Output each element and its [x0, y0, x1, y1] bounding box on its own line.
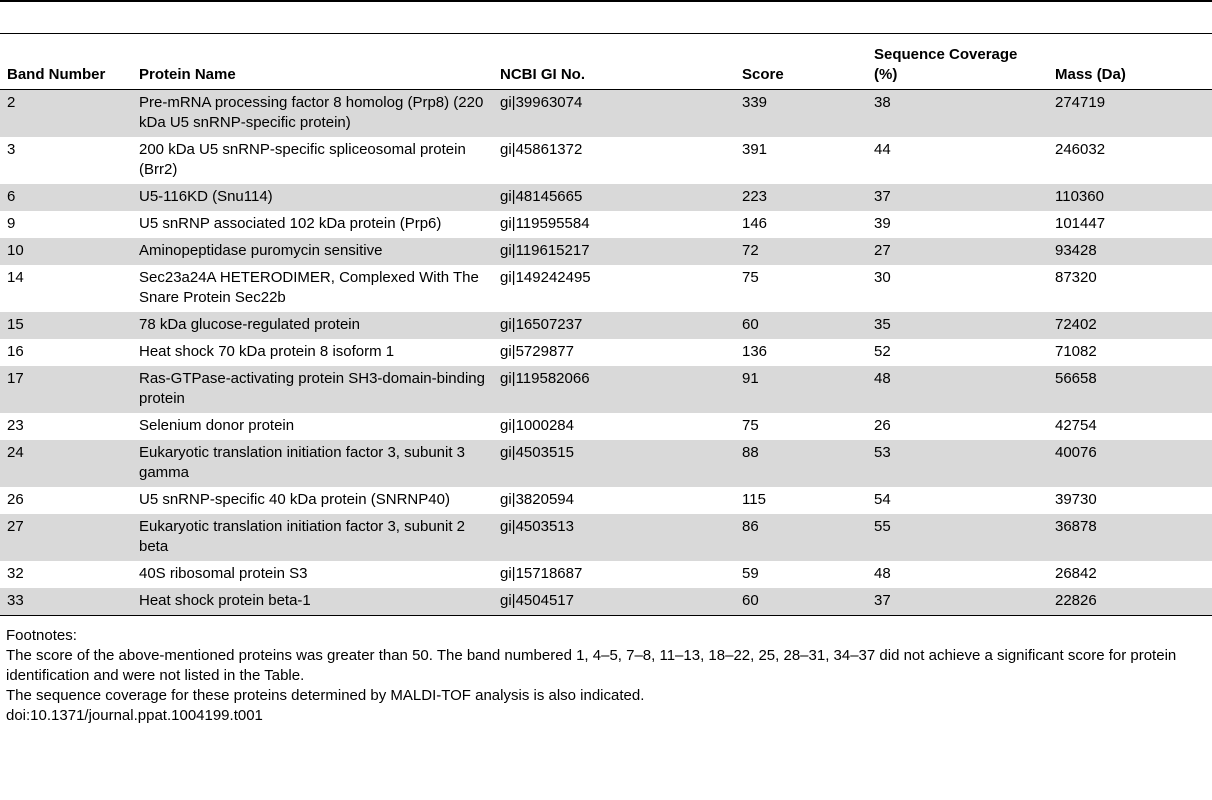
mass-cell: 72402 [1048, 312, 1212, 339]
protein-name-cell: 40S ribosomal protein S3 [139, 565, 308, 582]
coverage-cell: 38 [867, 90, 1048, 138]
coverage-cell: 37 [867, 184, 1048, 211]
ncbi-gi-cell: gi|4503513 [493, 514, 735, 561]
coverage-cell: 37 [867, 588, 1048, 616]
score-cell: 146 [742, 215, 768, 232]
coverage-cell: 35 [867, 312, 1048, 339]
ncbi-gi-cell: gi|4504517 [493, 588, 735, 616]
protein-name-cell: Heat shock protein beta-1 [132, 588, 493, 616]
coverage-cell: 52 [874, 343, 891, 360]
header-mass: Mass (Da) [1048, 34, 1212, 90]
table-row [0, 90, 1212, 138]
protein-name-cell: U5 snRNP-specific 40 kDa protein (SNRNP40) [139, 491, 450, 508]
protein-name-cell: Pre-mRNA processing factor 8 homolog (Prp8) (220 kDa U5 snRNP-specific protein) [132, 90, 493, 138]
table-row [0, 413, 1212, 440]
coverage-cell: 26 [874, 417, 891, 434]
band-number-cell: 9 [7, 215, 16, 232]
table-row [0, 312, 1212, 339]
band-number-cell: 10 [0, 238, 132, 265]
ncbi-gi-cell: gi|5729877 [500, 343, 574, 360]
table-row [0, 265, 1212, 312]
ncbi-gi-cell: gi|15718687 [500, 565, 583, 582]
mass-cell: 274719 [1048, 90, 1212, 138]
band-number-cell: 33 [0, 588, 132, 616]
ncbi-gi-cell: gi|119582066 [493, 366, 735, 413]
table-row [0, 184, 1212, 211]
score-cell: 115 [742, 491, 766, 508]
band-number-cell: 26 [7, 491, 24, 508]
ncbi-gi-cell: gi|119595584 [500, 215, 590, 232]
mass-cell: 42754 [1055, 417, 1097, 434]
coverage-cell: 54 [874, 491, 891, 508]
score-cell: 339 [735, 90, 867, 138]
ncbi-gi-cell: gi|1000284 [500, 417, 574, 434]
coverage-cell: 30 [874, 269, 891, 286]
ncbi-gi-cell: gi|149242495 [500, 269, 591, 286]
table-row [0, 339, 1212, 366]
mass-cell: 39730 [1055, 491, 1097, 508]
mass-cell: 101447 [1055, 215, 1106, 232]
score-cell: 60 [735, 588, 867, 616]
band-number-cell: 17 [0, 366, 132, 413]
protein-table [0, 34, 1212, 616]
band-number-cell: 15 [0, 312, 132, 339]
ncbi-gi-cell: gi|3820594 [500, 491, 574, 508]
coverage-cell: 48 [874, 565, 891, 582]
header-band-number: Band Number [0, 34, 132, 90]
coverage-cell: 48 [867, 366, 1048, 413]
header-sequence-coverage: Sequence Coverage (%) [867, 34, 1048, 90]
mass-cell: 36878 [1048, 514, 1212, 561]
score-cell: 136 [742, 343, 768, 360]
ncbi-gi-cell: gi|4503515 [493, 440, 735, 487]
protein-name-cell: Aminopeptidase puromycin sensitive [132, 238, 493, 265]
score-cell: 91 [735, 366, 867, 413]
protein-name-cell: Ras-GTPase-activating protein SH3-domain-binding protein [132, 366, 493, 413]
mass-cell: 246032 [1055, 141, 1106, 158]
table-row [0, 588, 1212, 616]
ncbi-gi-cell: gi|45861372 [500, 141, 583, 158]
header-row [0, 34, 1212, 90]
header-protein-name: Protein Name [132, 34, 493, 90]
protein-name-cell: Eukaryotic translation initiation factor 3, subunit 3 gamma [132, 440, 493, 487]
score-cell: 391 [742, 141, 768, 158]
protein-name-cell: U5-116KD (Snu114) [132, 184, 493, 211]
ncbi-gi-cell: gi|39963074 [493, 90, 735, 138]
protein-name-cell: 78 kDa glucose-regulated protein [132, 312, 493, 339]
ncbi-gi-cell: gi|119615217 [493, 238, 735, 265]
coverage-cell: 27 [867, 238, 1048, 265]
mass-cell: 71082 [1055, 343, 1097, 360]
ncbi-gi-cell: gi|48145665 [493, 184, 735, 211]
band-number-cell: 14 [7, 269, 24, 286]
band-number-cell: 3 [7, 141, 16, 158]
mass-cell: 110360 [1048, 184, 1212, 211]
footnotes [0, 616, 1212, 726]
footnote-line: The score of the above-mentioned proteins was greater than 50. The band numbered 1, 4–5, 7–8, 11–13, 18–22, 25, 28–31, 34–37 did not achieve a significant score for protein identification and were not listed in the Table. [6, 647, 1177, 684]
table-row [0, 487, 1212, 514]
score-cell: 59 [742, 565, 759, 582]
protein-name-cell: Selenium donor protein [139, 417, 295, 434]
coverage-cell: 44 [874, 141, 891, 158]
table-row [0, 561, 1212, 588]
table-row [0, 440, 1212, 487]
protein-name-cell: Sec23a24A HETERODIMER, Complexed With The Snare Protein Sec22b [139, 269, 479, 306]
band-number-cell: 24 [0, 440, 132, 487]
coverage-cell: 55 [867, 514, 1048, 561]
score-cell: 88 [735, 440, 867, 487]
band-number-cell: 6 [0, 184, 132, 211]
score-cell: 60 [735, 312, 867, 339]
protein-name-cell: Eukaryotic translation initiation factor 3, subunit 2 beta [132, 514, 493, 561]
protein-name-cell: U5 snRNP associated 102 kDa protein (Prp6) [139, 215, 442, 232]
ncbi-gi-cell: gi|16507237 [493, 312, 735, 339]
coverage-cell: 53 [867, 440, 1048, 487]
mass-cell: 26842 [1055, 565, 1097, 582]
header-score: Score [735, 34, 867, 90]
protein-name-cell: Heat shock 70 kDa protein 8 isoform 1 [139, 343, 395, 360]
table-row [0, 514, 1212, 561]
score-cell: 223 [735, 184, 867, 211]
mass-cell: 93428 [1048, 238, 1212, 265]
footnotes-heading: Footnotes: [6, 627, 77, 644]
mass-cell: 22826 [1048, 588, 1212, 616]
score-cell: 72 [735, 238, 867, 265]
table-row [0, 238, 1212, 265]
header-ncbi-gi: NCBI GI No. [493, 34, 735, 90]
doi-text: doi:10.1371/journal.ppat.1004199.t001 [6, 707, 263, 724]
table-row [0, 211, 1212, 238]
mass-cell: 40076 [1048, 440, 1212, 487]
score-cell: 75 [742, 417, 759, 434]
score-cell: 86 [735, 514, 867, 561]
band-number-cell: 16 [7, 343, 24, 360]
mass-cell: 56658 [1048, 366, 1212, 413]
band-number-cell: 23 [7, 417, 24, 434]
band-number-cell: 32 [7, 565, 24, 582]
band-number-cell: 27 [0, 514, 132, 561]
band-number-cell: 2 [0, 90, 132, 138]
table-body [0, 90, 1212, 616]
table-row [0, 137, 1212, 184]
mass-cell: 87320 [1055, 269, 1097, 286]
score-cell: 75 [742, 269, 759, 286]
protein-name-cell: 200 kDa U5 snRNP-specific spliceosomal protein (Brr2) [139, 141, 466, 178]
table-row [0, 366, 1212, 413]
caption-spacer [0, 2, 1212, 33]
coverage-cell: 39 [874, 215, 891, 232]
footnote-line: The sequence coverage for these proteins determined by MALDI-TOF analysis is also indicated. [6, 687, 645, 704]
table-header [0, 34, 1212, 90]
